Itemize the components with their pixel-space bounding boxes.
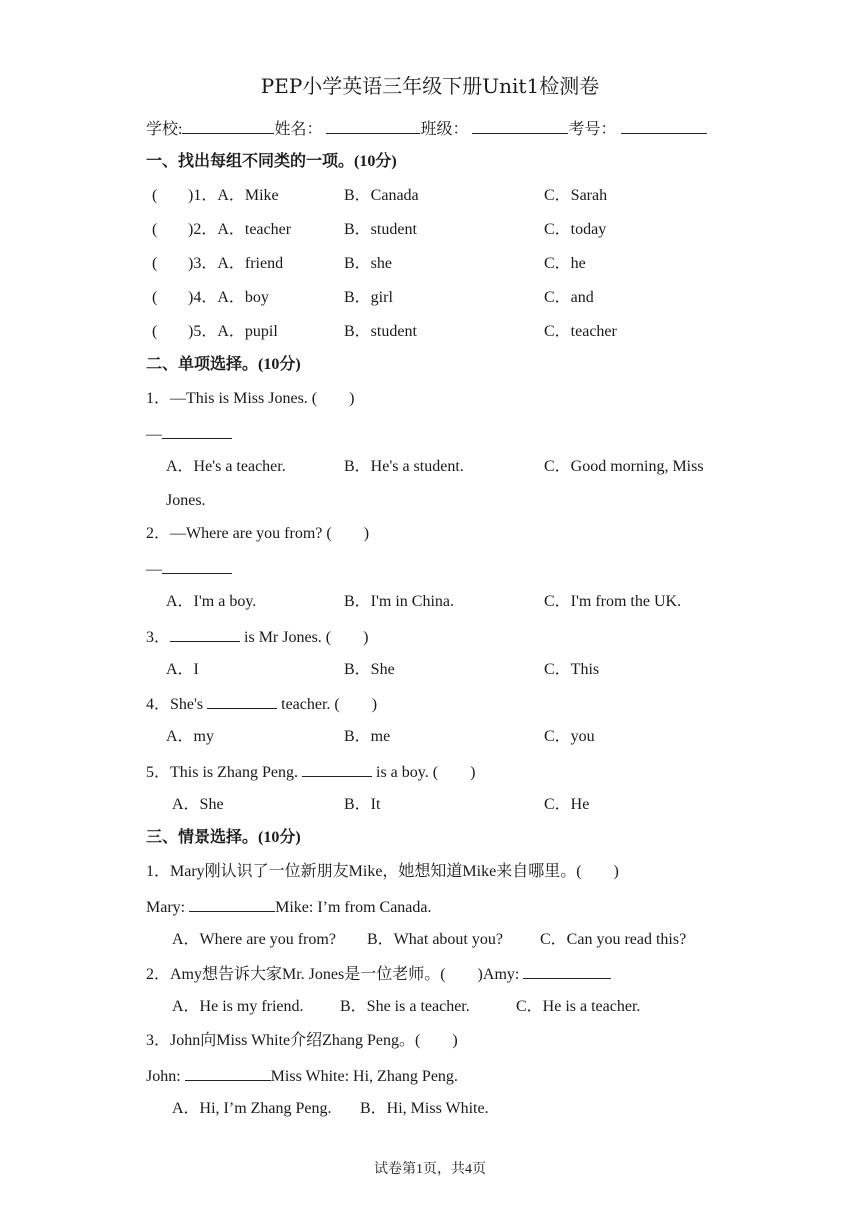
option-c: C．He xyxy=(544,796,590,813)
class-blank[interactable] xyxy=(472,118,568,134)
option-c: C．Can you read this? xyxy=(540,931,687,948)
option-a: A．He's a teacher. xyxy=(166,458,286,475)
option-a: A．Hi, I’m Zhang Peng. xyxy=(172,1100,332,1117)
answer-line xyxy=(146,558,232,580)
section3-heading: 三、情景选择。(10分) xyxy=(146,829,301,846)
option-c: C．he xyxy=(544,255,586,272)
option-a: )5．A．pupil xyxy=(188,323,278,340)
option-a: A．She xyxy=(172,796,224,813)
answer-paren[interactable]: ( xyxy=(152,187,158,204)
answer-blank[interactable] xyxy=(162,558,232,574)
class-label: 班级： xyxy=(420,121,469,138)
dash: — xyxy=(146,426,162,443)
answer-blank[interactable] xyxy=(162,423,232,439)
question-stem: 1．—This is Miss Jones. ( ) xyxy=(146,390,355,407)
answer-paren[interactable]: ( xyxy=(152,323,158,340)
question-stem xyxy=(146,963,611,985)
answer-blank[interactable] xyxy=(189,896,275,912)
question-text: 5．This is Zhang Peng. xyxy=(146,764,302,781)
question-number: 3． xyxy=(146,629,171,646)
answer-paren[interactable]: ( xyxy=(152,255,158,272)
option-c-continued: Jones. xyxy=(166,492,206,509)
dialogue-text: Miss White: Hi, Zhang Peng. xyxy=(270,1068,458,1085)
option-c: C．teacher xyxy=(544,323,617,340)
dialogue-text: Mike: I’m from Canada. xyxy=(275,899,432,916)
section2-heading: 二、单项选择。(10分) xyxy=(146,356,301,373)
dialogue-line xyxy=(146,1065,458,1087)
school-label: 学校: xyxy=(146,121,183,138)
number-label: 考号： xyxy=(568,121,617,138)
option-a: A．I xyxy=(166,661,199,678)
dash: — xyxy=(146,561,162,578)
option-c: C．Good morning, Miss xyxy=(544,458,704,475)
page-title: PEP小学英语三年级下册Unit1检测卷 xyxy=(260,74,600,98)
answer-blank[interactable] xyxy=(302,761,372,777)
option-b: B．She xyxy=(344,661,395,678)
name-blank[interactable] xyxy=(326,118,420,134)
school-blank[interactable] xyxy=(182,118,274,134)
speaker: John: xyxy=(146,1068,185,1085)
option-c: C．you xyxy=(544,728,595,745)
option-c: C．Sarah xyxy=(544,187,608,204)
option-b: B．student xyxy=(344,221,417,238)
option-a: A．my xyxy=(166,728,215,745)
option-c: C．This xyxy=(544,661,600,678)
option-b: B．she xyxy=(344,255,393,272)
dialogue-line xyxy=(146,896,432,918)
answer-blank[interactable] xyxy=(207,693,277,709)
option-b: B．I'm in China. xyxy=(344,593,454,610)
option-a: A．I'm a boy. xyxy=(166,593,257,610)
answer-paren[interactable]: ( xyxy=(152,221,158,238)
option-a: A．He is my friend. xyxy=(172,998,304,1015)
option-b: B．me xyxy=(344,728,391,745)
option-b: B．Hi, Miss White. xyxy=(360,1100,489,1117)
question-stem: 1．Mary刚认识了一位新朋友Mike，她想知道Mike来自哪里。( ) xyxy=(146,863,619,880)
option-b: B．Canada xyxy=(344,187,419,204)
option-b: B．girl xyxy=(344,289,393,306)
option-a: )3．A．friend xyxy=(188,255,284,272)
option-c: C．and xyxy=(544,289,594,306)
page-footer: 试卷第1页，共4页 xyxy=(374,1162,486,1177)
option-c: C．I'm from the UK. xyxy=(544,593,682,610)
option-c: C．today xyxy=(544,221,607,238)
question-text: is a boy. ( ) xyxy=(372,764,476,781)
option-b: B．student xyxy=(344,323,417,340)
option-b: B．What about you? xyxy=(367,931,503,948)
answer-blank[interactable] xyxy=(170,626,240,642)
option-c: C．He is a teacher. xyxy=(516,998,641,1015)
option-b: B．He's a student. xyxy=(344,458,464,475)
name-label: 姓名： xyxy=(274,121,323,138)
option-a: )1．A．Mike xyxy=(188,187,279,204)
question-stem: 3．John向Miss White介绍Zhang Peng。( ) xyxy=(146,1032,458,1049)
option-a: )2．A．teacher xyxy=(188,221,292,238)
question-stem xyxy=(146,626,368,648)
answer-blank[interactable] xyxy=(185,1065,271,1081)
answer-line xyxy=(146,423,232,445)
answer-paren[interactable]: ( xyxy=(152,289,158,306)
question-stem xyxy=(146,693,377,715)
number-blank[interactable] xyxy=(621,118,707,134)
option-a: )4．A．boy xyxy=(188,289,269,306)
speaker: Mary: xyxy=(146,899,190,916)
question-stem xyxy=(146,761,475,783)
answer-blank[interactable] xyxy=(523,963,611,979)
option-b: B．It xyxy=(344,796,381,813)
question-text: 2．Amy想告诉大家Mr. Jones是一位老师。( )Amy: xyxy=(146,966,524,983)
question-text: is Mr Jones. ( ) xyxy=(240,629,369,646)
question-stem: 2．—Where are you from? ( ) xyxy=(146,525,370,542)
question-text: 4．She's xyxy=(146,696,208,713)
section1-heading: 一、找出每组不同类的一项。(10分) xyxy=(146,153,397,170)
option-a: A．Where are you from? xyxy=(172,931,336,948)
option-b: B．She is a teacher. xyxy=(340,998,470,1015)
student-info-line xyxy=(146,118,707,140)
question-text: teacher. ( ) xyxy=(277,696,378,713)
